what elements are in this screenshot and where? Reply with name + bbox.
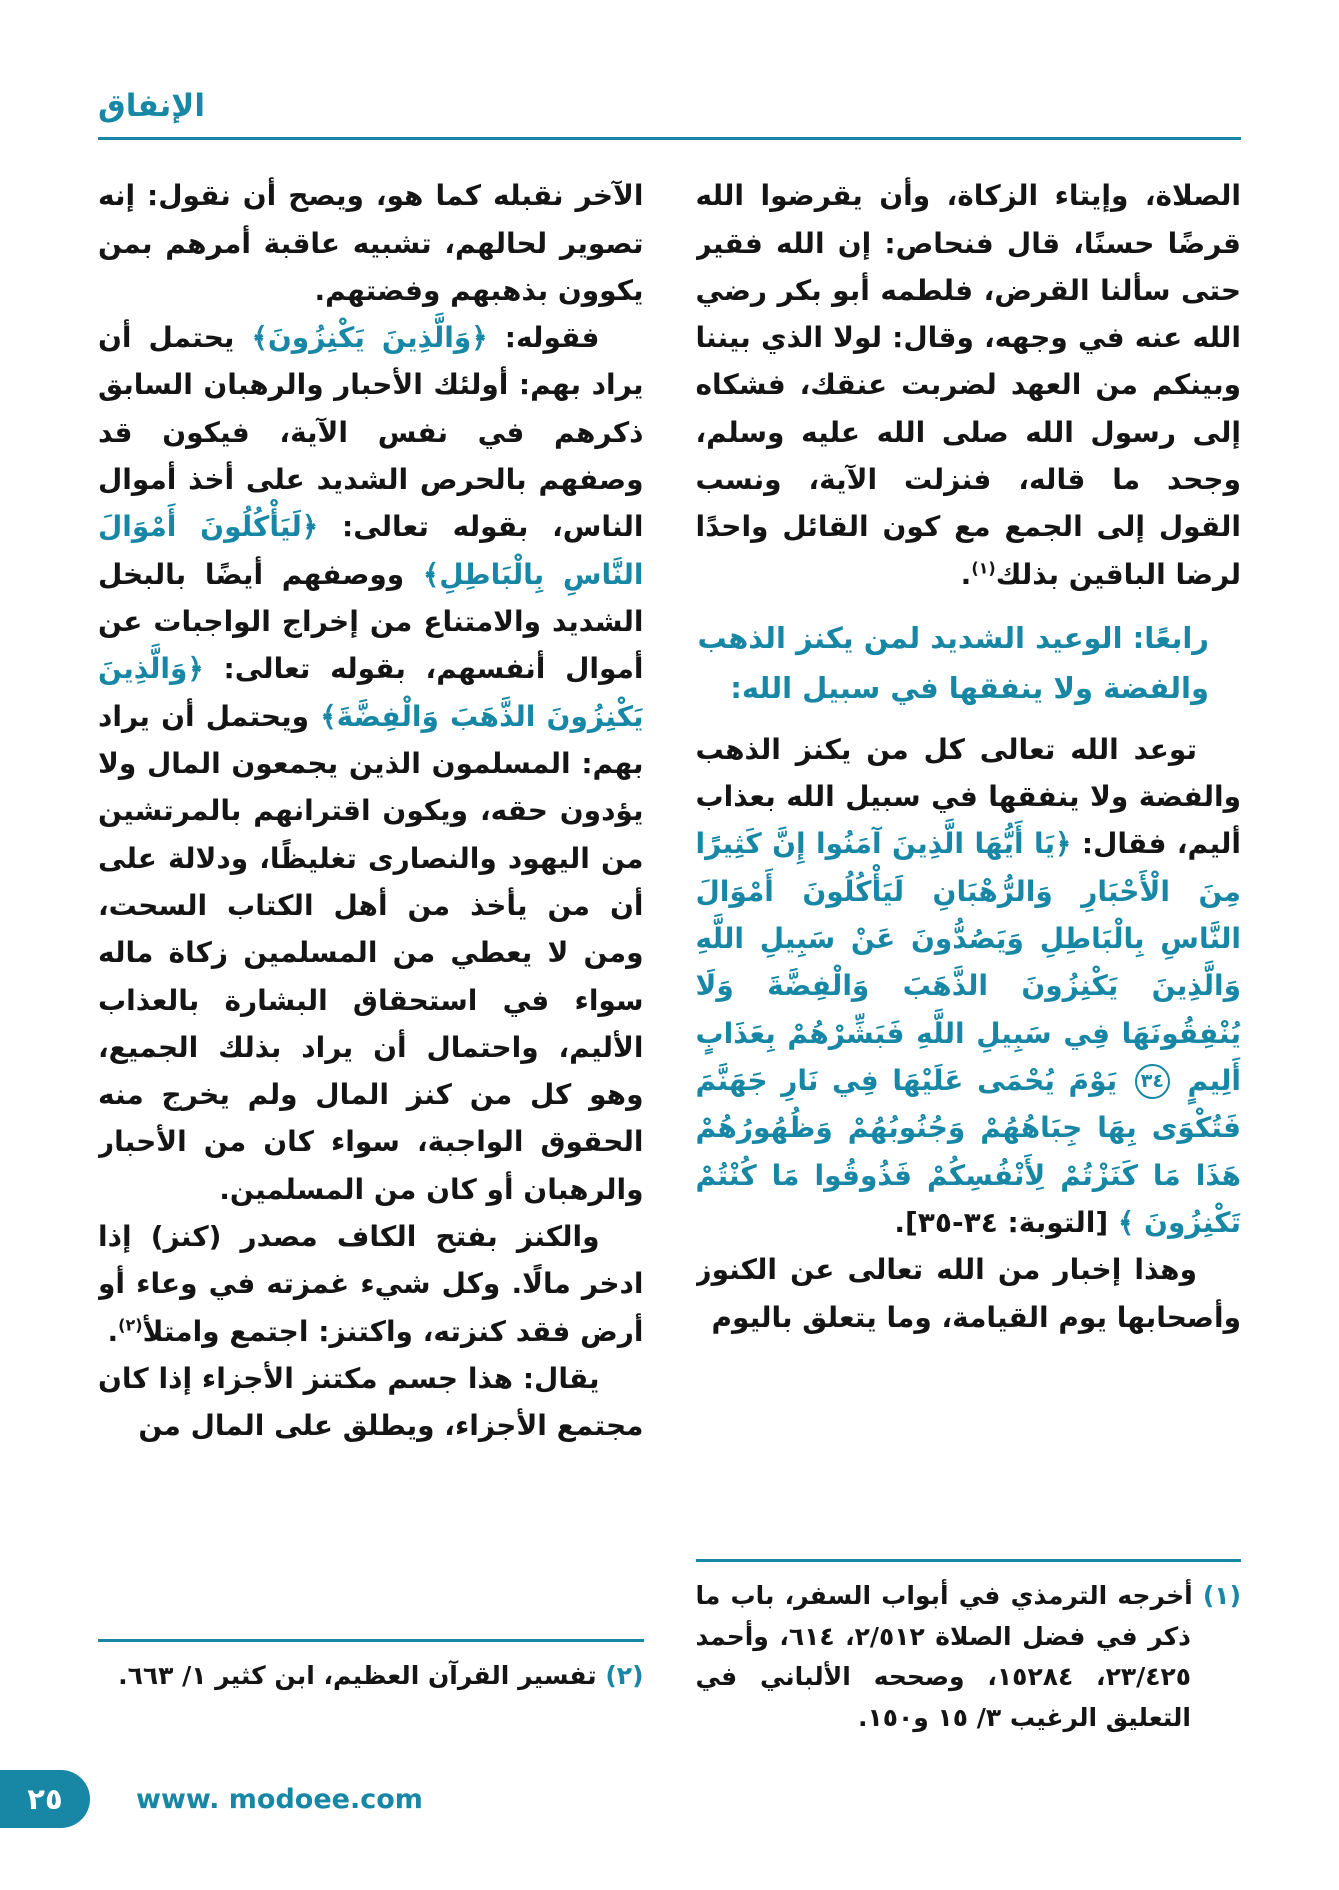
header-divider	[98, 137, 1241, 140]
website-link[interactable]: www. modoee.com	[136, 1783, 423, 1815]
body-text: يقال: هذا جسم مكتنز الأجزاء إذا كان مجتمع الأجزاء، ويطلق على المال من	[98, 1362, 644, 1443]
body-text: [التوبة: ٣٤-٣٥].	[894, 1205, 1118, 1239]
footnote-ref: (٢)	[118, 1315, 143, 1335]
paragraph	[696, 172, 1242, 598]
footnote	[696, 1576, 1242, 1738]
paragraph	[696, 726, 1242, 1246]
footnote-text: تفسير القرآن العظيم، ابن كثير ١/ ٦٦٣.	[118, 1660, 597, 1690]
body-text: .	[107, 1314, 119, 1348]
body-text: فقوله:	[487, 321, 600, 355]
left-footnotes	[98, 1656, 644, 1697]
body-text: .	[960, 557, 972, 591]
paragraph	[98, 1355, 644, 1450]
page-footer	[0, 1770, 1339, 1828]
page-number-tab	[0, 1770, 90, 1828]
paragraph	[98, 314, 644, 1213]
left-footnote-divider	[98, 1639, 644, 1642]
left-footnote-area	[98, 1639, 644, 1697]
footnote-ref: (١)	[971, 558, 996, 578]
body-text: الصلاة، وإيتاء الزكاة، وأن يقرضوا الله قرضًا حسنًا، قال فنحاص: إن الله فقير حتى سألنا القرض، فلطمه أبو بكر رضي الله عنه في وجهه، وقال: لولا الذي بيننا وبينكم من العهد لضربت عنقك، فشكاه إلى رسول الله صلى الله عليه وسلم، وجحد ما قاله، فنزلت الآية، ونسب القول إلى الجمع مع كون القائل واحدًا لرضا الباقين بذلك	[695, 179, 1241, 591]
chapter-title: الإنفاق	[98, 88, 206, 124]
right-column	[696, 172, 1242, 1738]
body-text: والكنز بفتح الكاف مصدر (كنز) إذا ادخر مالًا. وكل شيء غمزته في وعاء أو أرض فقد كنزته، واكتنز: اجتمع وامتلأ	[98, 1220, 644, 1348]
right-footnote-divider	[696, 1559, 1242, 1562]
body-text: ويحتمل أن يراد بهم: المسلمون الذين يجمعون المال ولا يؤدون حقه، ويكون اقترانهم بالمرتشين من اليهود والنصارى تغليظًا، ودلالة على أن من يأخذ من أهل الكتاب السحت، ومن لا يعطي من المسلمين زكاة ماله سواء في استحقاق البشارة بالعذاب الأليم، واحتمال أن يراد بذلك الجميع، وهو كل من كنز المال ولم يخرج منه الحقوق الواجبة، سواء كان من الأحبار والرهبان أو كان من المسلمين.	[98, 699, 644, 1206]
page-number: ٢٥	[27, 1782, 63, 1816]
body-text: توعد الله تعالى كل من يكنز الذهب والفضة ولا ينفقها في سبيل الله بعذاب أليم، فقال:	[695, 732, 1241, 861]
body-text: رابعًا: الوعيد الشديد لمن يكنز الذهب والفضة ولا ينفقها في سبيل الله:	[697, 621, 1209, 705]
quran-verse: ﴿لَيَأْكُلُونَ أَمْوَالَ النَّاسِ بِالْبَاطِلِ﴾	[98, 510, 644, 591]
footnote-number: (٢)	[596, 1660, 644, 1690]
paragraph	[98, 1213, 644, 1355]
section-heading	[698, 614, 1240, 714]
quran-verse: ﴿وَالَّذِينَ يَكْنِزُونَ الذَّهَبَ وَالْفِضَّةَ﴾	[98, 652, 644, 733]
footnote-text: أخرجه الترمذي في أبواب السفر، باب ما ذكر في فضل الصلاة ٢/٥١٢، ٦١٤، وأحمد ٢٣/٤٢٥، ١٥٢٨٤، وصححه الألباني في التعليق الرغيب ٣/ ١٥ و١٥٠.	[695, 1581, 1193, 1732]
right-footnote-area	[696, 1559, 1242, 1738]
left-column	[98, 172, 644, 1738]
footnote	[98, 1656, 644, 1697]
body-text: ووصفهم أيضًا بالبخل الشديد والامتناع من إخراج الواجبات عن أموال أنفسهم، بقوله تعالى:	[98, 557, 644, 686]
text-columns	[98, 172, 1241, 1738]
body-text: الآخر نقبله كما هو، ويصح أن نقول: إنه تصوير لحالهم، تشبيه عاقبة أمرهم بمن يكوون بذهبهم وفضتهم.	[98, 179, 644, 307]
page-header	[98, 88, 1241, 140]
right-column-text	[696, 172, 1242, 1559]
quran-verse: يَوْمَ يُحْمَى عَلَيْهَا فِي نَارِ جَهَنَّمَ فَتُكْوَى بِهَا جِبَاهُهُمْ وَجُنُوبُهُمْ وَظُهُورُهُمْ هَذَا مَا كَنَزْتُمْ لِأَنْفُسِكُمْ فَذُوقُوا مَا كُنْتُمْ تَكْنِزُونَ ﴾	[695, 1063, 1241, 1239]
footnote-number: (١)	[1192, 1581, 1241, 1611]
body-text: يحتمل أن يراد بهم: أولئك الأحبار والرهبان السابق ذكرهم في نفس الآية، فيكون قد وصفهم بالحرص الشديد على أخذ أموال الناس، بقوله تعالى:	[98, 321, 644, 544]
paragraph	[696, 1246, 1242, 1341]
quran-verse: ﴿يَا أَيُّهَا الَّذِينَ آمَنُوا إِنَّ كَثِيرًا مِنَ الْأَحْبَارِ وَالرُّهْبَانِ لَيَأْكُلُونَ أَمْوَالَ النَّاسِ بِالْبَاطِلِ وَيَصُدُّونَ عَنْ سَبِيلِ اللَّهِ وَالَّذِينَ يَكْنِزُونَ الذَّهَبَ وَالْفِضَّةَ وَلَا يُنْفِقُونَهَا فِي سَبِيلِ اللَّهِ فَبَشِّرْهُمْ بِعَذَابٍ أَلِيمٍ	[695, 827, 1241, 1097]
paragraph	[98, 172, 644, 314]
quran-verse: ﴿وَالَّذِينَ يَكْنِزُونَ﴾	[251, 321, 488, 355]
body-text: وهذا إخبار من الله تعالى عن الكنوز وأصحابها يوم القيامة، وما يتعلق باليوم	[695, 1253, 1241, 1334]
ayah-number: ٣٤	[1135, 1064, 1170, 1099]
left-column-text	[98, 172, 644, 1639]
right-footnotes	[696, 1576, 1242, 1738]
